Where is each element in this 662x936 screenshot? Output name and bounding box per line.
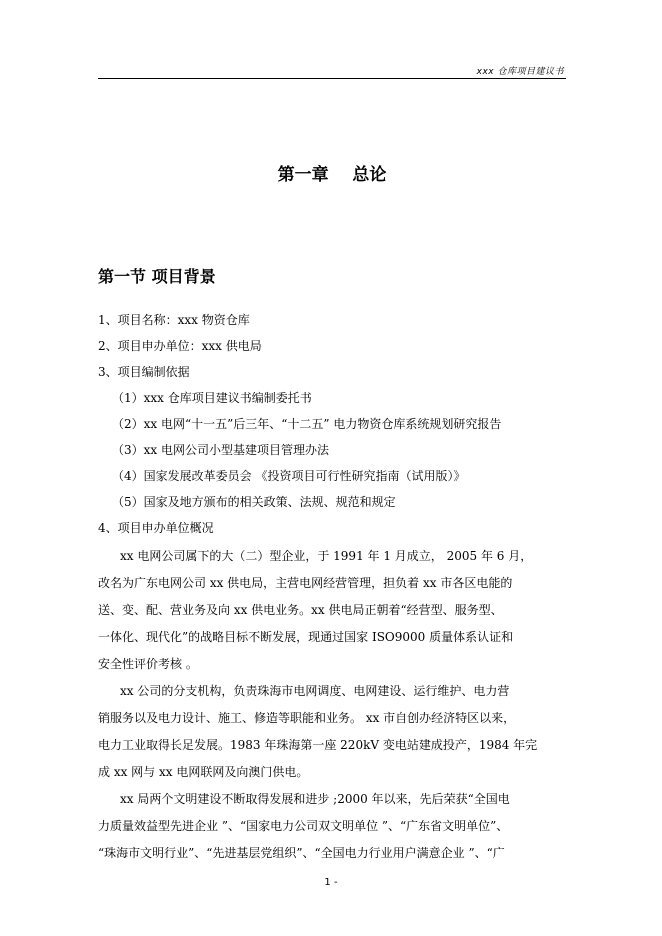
paragraph-line: 改名为广东电网公司 xx 供电局，主营电网经营管理，担负着 xx 市各区电能的 (98, 576, 513, 590)
section-title: 第一节 项目背景 (98, 267, 216, 286)
running-header: xxx 仓库项目建议书 (476, 67, 564, 77)
header-rule (98, 78, 566, 79)
paragraph-line: xx 电网公司属下的大（二）型企业，于 1991 年 1 月成立， 2005 年 6 月， (120, 549, 533, 563)
basis-item: （2）xx 电网“十一五”后三年、“十二五” 电力物资仓库系统规划研究报告 (112, 417, 502, 431)
basis-item: （1）xxx 仓库项目建议书编制委托书 (112, 391, 312, 405)
paragraph-line: 销服务以及电力设计、施工、修造等职能和业务。 xx 市自创办经济特区以来， (98, 711, 516, 725)
paragraph-line: 送、变、配、营业务及向 xx 供电业务。xx 供电局正朝着“经营型、服务型、 (98, 603, 503, 617)
paragraph-line: 成 xx 网与 xx 电网联网及向澳门供电。 (98, 765, 309, 779)
paragraph-line: 力质量效益型先进企业 ”、“国家电力公司双文明单位 ”、“广东省文明单位”、 (98, 819, 509, 833)
item-applicant-overview: 4、项目申办单位概况 (98, 521, 214, 535)
paragraph-line: “珠海市文明行业”、“先进基层党组织”、“全国电力行业用户满意企业 ”、“广 (98, 846, 505, 860)
paragraph-line: 一体化、现代化”的战略目标不断发展，现通过国家 ISO9000 质量体系认证和 (98, 630, 514, 644)
paragraph-line: xx 局两个文明建设不断取得发展和进步 ;2000 年以来，先后荣获“全国电 (120, 792, 510, 806)
paragraph-line: 安全性评价考核 。 (98, 657, 198, 671)
basis-item: （4）国家发展改革委员会 《投资项目可行性研究指南（试用版）》 (112, 469, 466, 483)
item-basis-heading: 3、项目编制依据 (98, 365, 190, 379)
item-applicant: 2、项目申办单位：xxx 供电局 (98, 339, 262, 353)
basis-item: （5）国家及地方颁布的相关政策、法规、规范和规定 (112, 495, 396, 509)
basis-item: （3）xx 电网公司小型基建项目管理办法 (112, 443, 329, 457)
paragraph-line: xx 公司的分支机构，负责珠海市电网调度、电网建设、运行维护、电力营 (120, 684, 510, 698)
paragraph-line: 电力工业取得长足发展。1983 年珠海第一座 220kV 变电站建成投产，1984 年完 (98, 738, 538, 752)
item-project-name: 1、项目名称：xxx 物资仓库 (98, 313, 250, 327)
page-number: 1 - (324, 877, 338, 888)
chapter-title: 第一章 总论 (277, 165, 387, 185)
